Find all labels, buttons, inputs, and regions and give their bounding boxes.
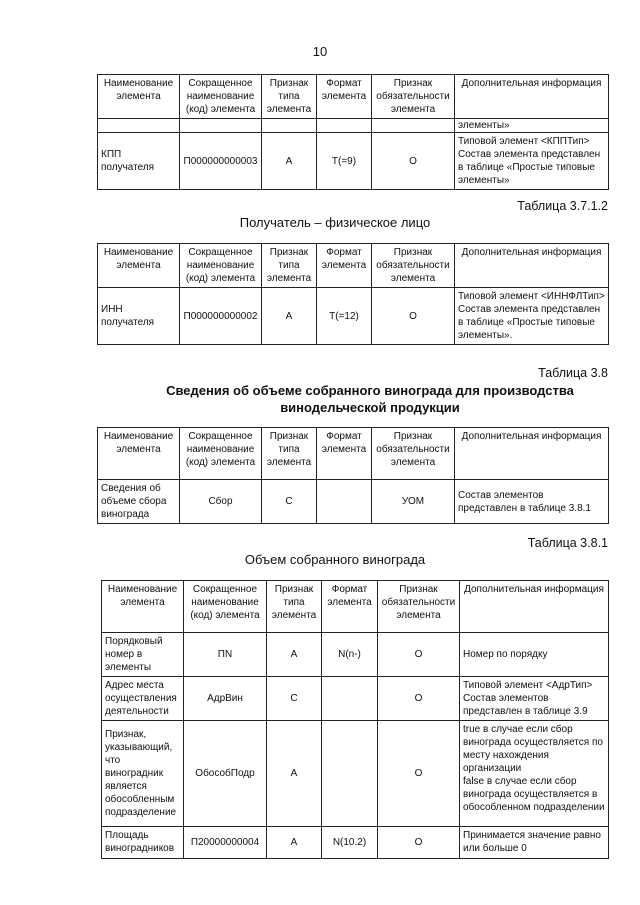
cell-type: А [267,827,322,859]
cell-format: Т(=9) [317,133,372,190]
header-info: Дополнительная информация [455,75,609,119]
cell-required: О [378,677,460,721]
table-caption: Таблица 3.7.1.2 [517,199,608,213]
cell-required: О [372,288,455,345]
header-required: Признак обязательности элемента [372,75,455,119]
table-grape-harvest-info [97,427,609,524]
cell-type: С [262,480,317,524]
header-name: Наименование элемента [98,75,180,119]
header-code: Сокращенное наименование (код) элемента [180,428,262,480]
cell-format: N(n-) [322,633,378,677]
cell-format [322,677,378,721]
header-required: Признак обязательности элемента [378,581,460,633]
header-name: Наименование элемента [98,244,180,288]
table-row [98,480,609,524]
cell-type [262,119,317,133]
header-required: Признак обязательности элемента [372,428,455,480]
header-code: Сокращенное наименование (код) элемента [184,581,267,633]
header-code: Сокращенное наименование (код) элемента [180,244,262,288]
header-name: Наименование элемента [98,428,180,480]
table-recipient-kpp [97,74,609,190]
cell-required [372,119,455,133]
header-format: Формат элемента [317,244,372,288]
cell-name: ИНН получателя [98,288,180,345]
table-title: Сведения об объеме собранного винограда для производства винодельческой продукции [166,383,574,415]
cell-required: О [378,633,460,677]
table-row [102,721,609,827]
cell-code [180,119,262,133]
cell-info: true в случае если сбор винограда осуществляется по месту нахождения организации false в случае если сбор винограда осуществляется в обособленном подразделении [460,721,609,827]
table-row [98,119,609,133]
cell-code: П000000000003 [180,133,262,190]
header-required: Признак обязательности элемента [372,244,455,288]
table-row [102,633,609,677]
table-row [98,288,609,345]
header-info: Дополнительная информация [455,428,609,480]
cell-format [317,119,372,133]
table-header-row [98,75,609,119]
header-info: Дополнительная информация [455,244,609,288]
cell-code: П20000000004 [184,827,267,859]
header-format: Формат элемента [317,75,372,119]
header-format: Формат элемента [317,428,372,480]
cell-name: КПП получателя [98,133,180,190]
header-name: Наименование элемента [102,581,184,633]
cell-type: А [262,288,317,345]
cell-type: С [267,677,322,721]
cell-format: Т(=12) [317,288,372,345]
table-grape-volume [101,580,609,859]
table-title: Получатель – физическое лицо [239,215,431,230]
cell-code: Сбор [180,480,262,524]
page-number: 10 [312,44,328,59]
header-type: Признак типа элемента [267,581,322,633]
cell-info: Состав элементов представлен в таблице 3.8.1 [455,480,609,524]
cell-info: Номер по порядку [460,633,609,677]
cell-type: А [267,633,322,677]
cell-info: элементы» [455,119,609,133]
header-info: Дополнительная информация [460,581,609,633]
cell-code: АдрВин [184,677,267,721]
cell-type: А [267,721,322,827]
cell-format: N(10.2) [322,827,378,859]
header-type: Признак типа элемента [262,75,317,119]
cell-info: Типовой элемент <ИННФЛТип> Состав элемента представлен в таблице «Простые типовые элементы». [455,288,609,345]
cell-info: Принимается значение равно или больше 0 [460,827,609,859]
cell-type: А [262,133,317,190]
cell-info: Типовой элемент <КППТип> Состав элемента представлен в таблице «Простые типовые элементы» [455,133,609,190]
header-format: Формат элемента [322,581,378,633]
table-row [102,677,609,721]
table-header-row [102,581,609,633]
table-row [98,133,609,190]
table-header-row [98,428,609,480]
cell-name [98,119,180,133]
cell-name: Адрес места осуществления деятельности [102,677,184,721]
table-row [102,827,609,859]
cell-info: Типовой элемент <АдрТип> Состав элементов представлен в таблице 3.9 [460,677,609,721]
cell-required: О [378,721,460,827]
table-recipient-individual [97,243,609,345]
table-header-row [98,244,609,288]
cell-code: ПN [184,633,267,677]
cell-required: О [372,133,455,190]
cell-name: Площадь виноградников [102,827,184,859]
table-caption: Таблица 3.8 [538,366,608,380]
cell-code: ОбособПодр [184,721,267,827]
cell-required: О [378,827,460,859]
header-type: Признак типа элемента [262,244,317,288]
cell-name: Сведения об объеме сбора винограда [98,480,180,524]
cell-format [317,480,372,524]
cell-format [322,721,378,827]
cell-name: Признак, указывающий, что виноградник является обособленным подразделение [102,721,184,827]
table-title: Объем собранного винограда [244,552,426,567]
header-type: Признак типа элемента [262,428,317,480]
cell-code: П000000000002 [180,288,262,345]
header-code: Сокращенное наименование (код) элемента [180,75,262,119]
table-caption: Таблица 3.8.1 [527,536,608,550]
cell-name: Порядковый номер в элементы [102,633,184,677]
cell-required: УОМ [372,480,455,524]
